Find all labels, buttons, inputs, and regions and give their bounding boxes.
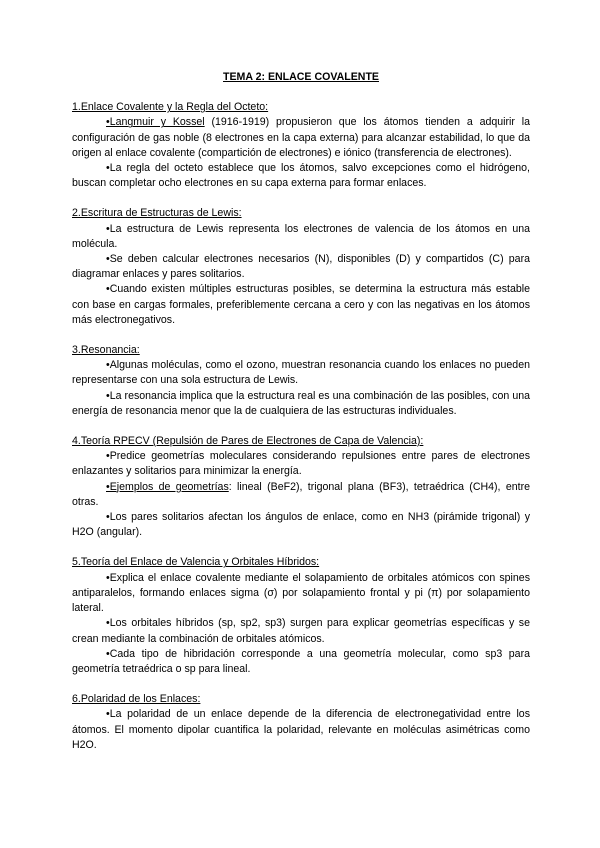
section-heading: 2.Escritura de Estructuras de Lewis: [72, 207, 242, 220]
paragraph: •La resonancia implica que la estructura real es una combinación de las posibles, con una energía de resonancia menor que la de cualquiera de las estructuras individuales. [72, 389, 530, 417]
paragraph: •La regla del octeto establece que los átomos, salvo excepciones como el hidrógeno, buscan completar ocho electrones en su capa externa para formar enlaces. [72, 162, 530, 190]
section-resonance [72, 343, 530, 419]
paragraph: •Los pares solitarios afectan los ángulos de enlace, como en NH3 (pirámide trigonal) y H2O (angular). [72, 511, 530, 539]
paragraph: •La estructura de Lewis representa los electrones de valencia de los átomos en una molécula. [72, 222, 530, 250]
document-page [72, 70, 530, 768]
paragraph: •Algunas moléculas, como el ozono, muestran resonancia cuando los enlaces no pueden representarse con una sola estructura de Lewis. [72, 359, 530, 387]
section-heading: 3.Resonancia: [72, 344, 140, 357]
paragraph [72, 480, 530, 510]
underlined-term: •Ejemplos de geometrías [106, 480, 229, 493]
section-bond-polarity [72, 692, 530, 753]
paragraph: •Cuando existen múltiples estructuras posibles, se determina la estructura más estable con base en cargas formales, preferiblemente cercana a cero y con las negativas en los átomos más electronegativos. [72, 283, 530, 326]
section-heading: 6.Polaridad de los Enlaces: [72, 693, 201, 706]
paragraph: •Explica el enlace covalente mediante el solapamiento de orbitales atómicos con spines antiparalelos, formando enlaces sigma (σ) por solapamiento frontal y pi (π) por solapamiento lateral. [72, 571, 530, 615]
underlined-term: •Langmuir y Kossel [106, 116, 205, 129]
section-valence-bond [72, 555, 530, 677]
paragraph-text: : lineal (BeF2), trigonal plana (BF3), tetraédrica (CH4), entre otras. [72, 480, 530, 508]
section-heading: 1.Enlace Covalente y la Regla del Octeto: [72, 101, 269, 114]
paragraph-text: (1916-1919) propusieron que los átomos tienden a adquirir la configuración de gas noble (8 electrones en la capa externa) para alcanzar estabilidad, lo que da origen al enlace covalente (compartición de electrones) e iónico (transferencia de electrones). [72, 116, 530, 159]
section-lewis-structures [72, 206, 530, 328]
section-vsepr [72, 434, 530, 540]
paragraph: •Predice geometrías moleculares considerando repulsiones entre pares de electrones enlazantes y solitarios para minimizar la energía. [72, 450, 530, 478]
paragraph: •Los orbitales híbridos (sp, sp2, sp3) surgen para explicar geometrías específicas y se crean mediante la combinación de orbitales atómicos. [72, 617, 530, 645]
paragraph: •Cada tipo de hibridación corresponde a una geometría molecular, como sp3 para geometría tetraédrica o sp para lineal. [72, 647, 530, 675]
paragraph: •Se deben calcular electrones necesarios (N), disponibles (D) y compartidos (C) para diagramar enlaces y pares solitarios. [72, 253, 530, 281]
section-heading: 5.Teoría del Enlace de Valencia y Orbitales Híbridos: [72, 556, 320, 569]
section-heading: 4.Teoría RPECV (Repulsión de Pares de Electrones de Capa de Valencia): [72, 435, 424, 448]
section-octet-rule [72, 100, 530, 191]
paragraph: •La polaridad de un enlace depende de la diferencia de electronegatividad entre los átomos. El momento dipolar cuantifica la polaridad, relevante en moléculas asimétricas como H2O. [72, 708, 530, 751]
page-title: TEMA 2: ENLACE COVALENTE [223, 71, 379, 83]
paragraph [72, 115, 530, 161]
